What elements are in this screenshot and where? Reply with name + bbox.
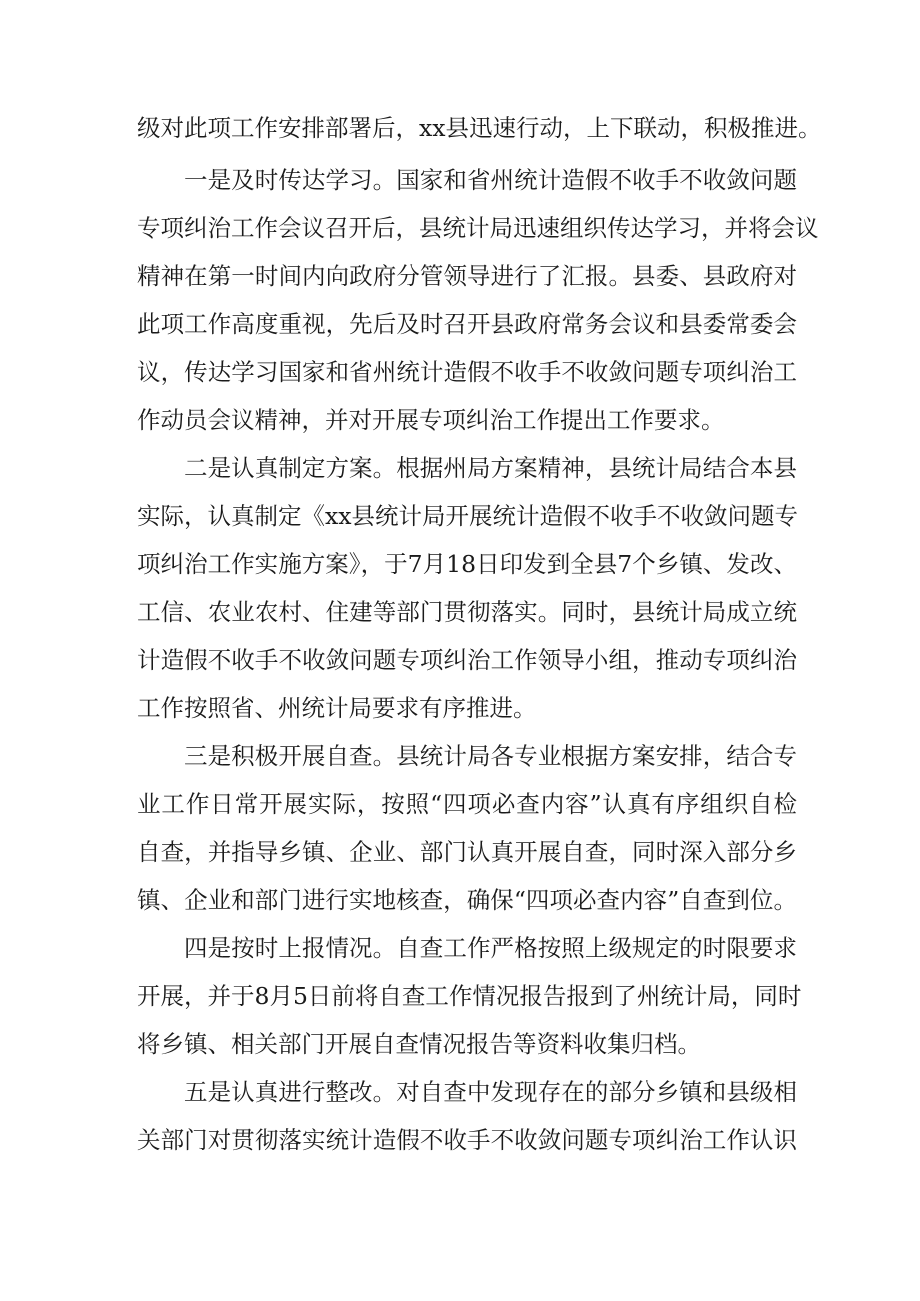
text-line: 自查，并指导乡镇、企业、部门认真开展自查，同时深入部分乡 <box>137 838 797 866</box>
text-line: 业工作日常开展实际，按照“四项必查内容”认真有序组织自检 <box>137 790 797 818</box>
text-line: 项纠治工作实施方案》，于7月18日印发到全县7个乡镇、发改、 <box>137 550 797 578</box>
text-line: 三是积极开展自查。县统计局各专业根据方案安排，结合专 <box>184 742 797 770</box>
text-line: 镇、企业和部门进行实地核查，确保“四项必查内容”自查到位。 <box>137 886 797 914</box>
text-line: 精神在第一时间内向政府分管领导进行了汇报。县委、县政府对 <box>137 262 797 290</box>
text-line: 实际，认真制定《xx县统计局开展统计造假不收手不收敛问题专 <box>137 502 799 530</box>
text-line: 四是按时上报情况。自查工作严格按照上级规定的时限要求 <box>184 934 797 962</box>
text-line: 计造假不收手不收敛问题专项纠治工作领导小组，推动专项纠治 <box>137 646 797 674</box>
text-line: 关部门对贯彻落实统计造假不收手不收敛问题专项纠治工作认识 <box>137 1126 797 1154</box>
text-line: 开展，并于8月5日前将自查工作情况报告报到了州统计局，同时 <box>137 982 802 1010</box>
text-line: 二是认真制定方案。根据州局方案精神，县统计局结合本县 <box>184 454 797 482</box>
text-line: 作动员会议精神，并对开展专项纠治工作提出工作要求。 <box>137 406 725 434</box>
text-line: 一是及时传达学习。国家和省州统计造假不收手不收敛问题 <box>184 166 797 194</box>
text-line: 级对此项工作安排部署后，xx县迅速行动，上下联动，积极推进。 <box>137 114 822 142</box>
text-line: 专项纠治工作会议召开后，县统计局迅速组织传达学习，并将会议 <box>137 214 819 242</box>
text-line: 将乡镇、相关部门开展自查情况报告等资料收集归档。 <box>137 1030 701 1058</box>
text-line: 五是认真进行整改。对自查中发现存在的部分乡镇和县级相 <box>184 1078 797 1106</box>
text-line: 工作按照省、州统计局要求有序推进。 <box>137 694 537 722</box>
text-line: 工信、农业农村、住建等部门贯彻落实。同时，县统计局成立统 <box>137 598 797 626</box>
text-line: 议，传达学习国家和省州统计造假不收手不收敛问题专项纠治工 <box>137 358 797 386</box>
text-line: 此项工作高度重视，先后及时召开县政府常务会议和县委常委会 <box>137 310 797 338</box>
